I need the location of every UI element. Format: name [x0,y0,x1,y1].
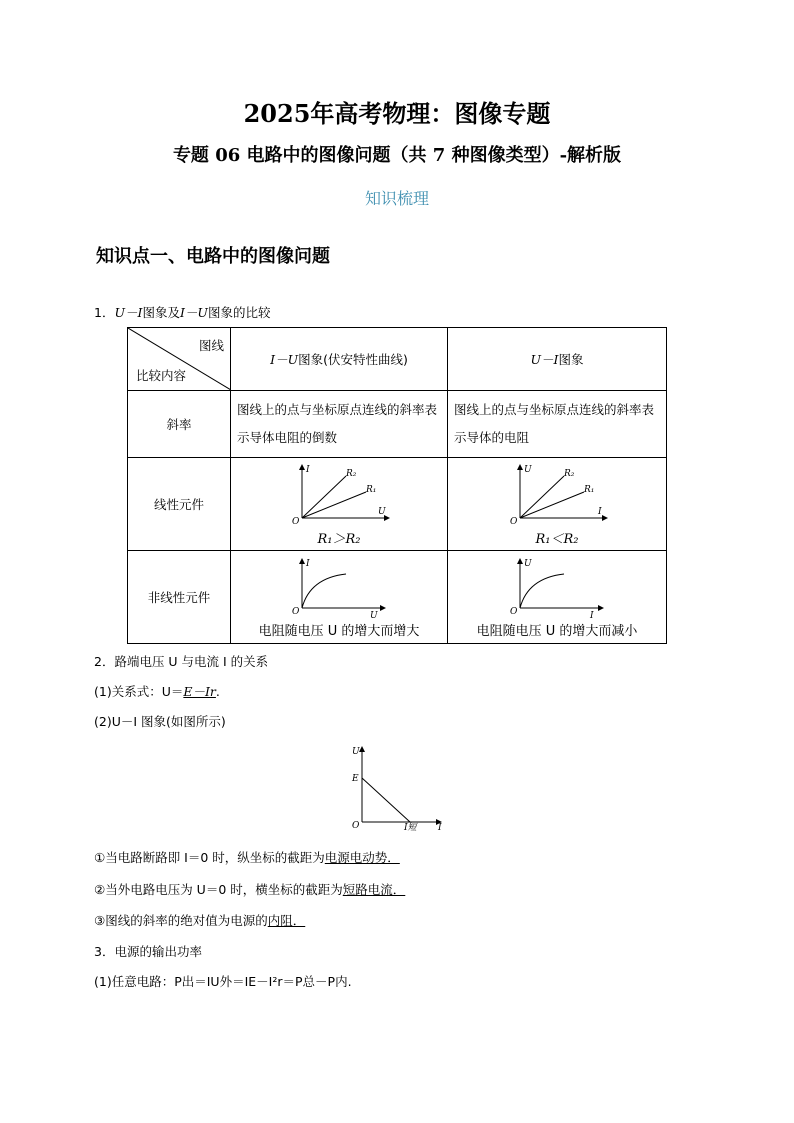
svg-text:O: O [352,821,360,831]
text: 图象及 [142,305,180,320]
comparison-table [127,327,667,644]
conclusion-3: ③图线的斜率的绝对值为电源的内阻． [94,913,306,928]
svg-text:I: I [306,464,310,475]
svg-text:R₁: R₁ [584,484,595,495]
row-label-linear: 线性元件 [128,458,231,551]
nonlinear-ui-graph [502,556,612,622]
svg-text:E: E [352,774,359,784]
header-compare-label: 比较内容 [136,368,187,383]
slope-iu-text: 图线上的点与坐标原点连线的斜率表示导体电阻的倒数 [237,402,438,445]
answer-e-ir: E－Ir [183,684,216,699]
conclusion-2: ②当外电路电压为 U＝0 时，横坐标的截距为短路电流． [94,882,406,897]
linear-iu-cell [231,458,448,551]
header-diagonal-cell [128,328,231,391]
col-header-ui: U－I图象 [448,328,667,391]
linear-iu-caption: R₁＞R₂ [317,531,361,547]
linear-ui-caption: R₁＜R₂ [535,531,579,547]
item-3-title: 3．电源的输出功率 [94,944,202,959]
svg-text:O: O [510,606,518,617]
slope-ui-text: 图线上的点与坐标原点连线的斜率表示导体的电阻 [454,402,655,445]
nonlinear-ui-caption: 电阻随电压 U 的增大而减小 [476,623,638,639]
item-number: 1． [94,305,115,320]
svg-text:U: U [370,610,378,621]
linear-ui-cell [448,458,667,551]
answer-emf: 电源电动势． [324,850,400,865]
answer-short-current: 短路电流． [342,882,406,897]
svg-text:R₂: R₂ [564,468,575,479]
row-label-slope: 斜率 [128,391,231,458]
svg-text:I: I [590,610,594,621]
item-2-graph-label: (2)U－I 图象(如图所示) [94,714,226,729]
toc-link[interactable]: 知识梳理 [364,189,429,208]
section-heading: 知识点一、电路中的图像问题 [96,246,330,267]
document-title: 2025年高考物理：图像专题 [243,99,551,128]
document-subtitle: 专题 06 电路中的图像问题（共 7 种图像类型）-解析版 [172,145,622,166]
item-1-title [94,303,270,321]
conclusion-1: ①当电路断路即 I＝0 时，纵坐标的截距为电源电动势． [94,850,400,865]
svg-text:U: U [352,747,360,757]
nonlinear-iu-cell [231,551,448,644]
linear-ui-graph [502,462,612,530]
item-3-formula: (1)任意电路：P出＝IU外＝IE－I²r＝P总－P内. [94,974,352,989]
linear-iu-graph [284,462,394,530]
nonlinear-ui-cell [448,551,667,644]
svg-text:R₁: R₁ [366,484,377,495]
svg-text:I: I [598,506,602,517]
svg-text:I短: I短 [404,823,417,833]
nonlinear-iu-caption: 电阻随电压 U 的增大而增大 [258,623,420,639]
item-2-relation: (1)关系式：U＝E－Ir. [94,684,220,699]
svg-text:U: U [378,506,386,517]
svg-text:I: I [438,823,442,833]
svg-text:U: U [524,558,532,569]
formula-iu: I－U [179,305,208,320]
nonlinear-iu-graph [284,556,394,622]
svg-text:O: O [292,606,300,617]
col-header-iu: I－U图象(伏安特性曲线) [231,328,448,391]
svg-text:U: U [524,464,532,475]
svg-text:O: O [510,516,518,527]
item-2-title: 2．路端电压 U 与电流 I 的关系 [94,654,269,669]
svg-text:O: O [292,516,300,527]
header-graph-label: 图线 [198,338,224,353]
answer-internal-resistance: 内阻． [267,913,306,928]
svg-text:R₂: R₂ [346,468,357,479]
text: 图象的比较 [207,305,271,320]
row-label-nonlinear: 非线性元件 [128,551,231,644]
terminal-voltage-graph [342,740,450,836]
formula-ui: U－I [114,305,143,320]
svg-text:I: I [306,558,310,569]
